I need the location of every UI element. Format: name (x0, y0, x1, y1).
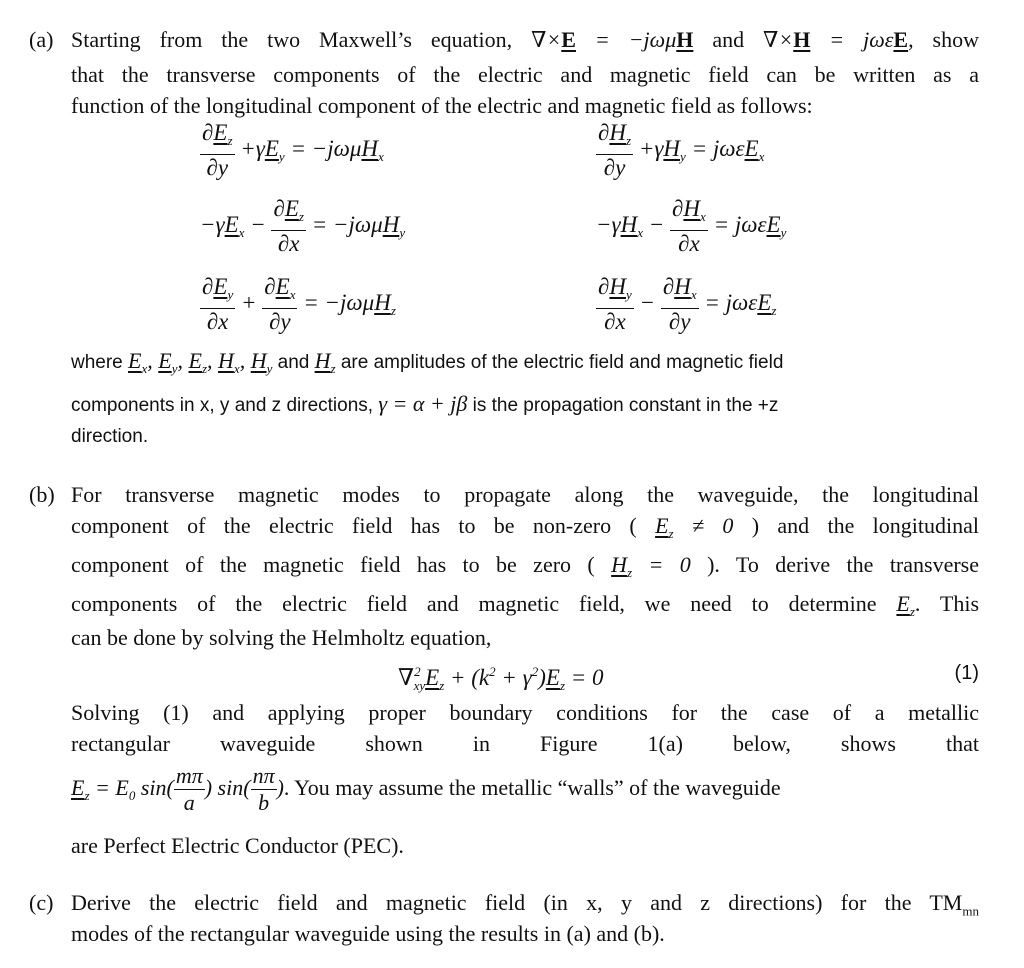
part-c-label: (c) (29, 890, 54, 915)
part-a-where-line3: direction. (71, 426, 149, 447)
part-b-line1: For transverse magnetic modes to propagate along the waveguide, the longitudinal (71, 482, 979, 507)
part-a-intro-line1: Starting from the two Maxwell’s equation, ∇×E = −jωμH and ∇×H = jωεE, show (71, 27, 979, 52)
equation-a5: $-\gamma H_x$ − $\frac{\partial H_x}{\partial x}$ = jωεE$_y$ (596, 196, 787, 256)
part-b-line5: can be done by solving the Helmholtz equation, (71, 625, 492, 650)
part-b-line2: component of the electric field has to be non-zero ( $E_z \ne 0$ ) and the longitudinal (71, 513, 980, 541)
part-b-line7: rectangular waveguide shown in Figure 1(a) below, shows that (71, 731, 979, 756)
equation-a3: $\frac{\partial E_y}{\partial x}$ + $\frac{\partial E_x}{\partial y}$ = −jωμH$_z$ (202, 274, 396, 334)
equation-a4: $\frac{\partial H_z}{\partial y}$ $+\gamma H_y = j\omega\varepsilon E_x$ (598, 120, 765, 180)
part-a-intro-line2: that the transverse components of the electric and magnetic field can be written as a (71, 62, 979, 87)
part-b-line8: $E_z = E_0$ sin( $\frac{m\pi}{a}$ ) sin( $\frac{n\pi}{b}$ ). You may assume the metallic “walls” of the waveguide (71, 763, 781, 816)
equation-a1: $\frac{\partial E_z}{\partial y}$ $+\gamma E_y = -j\omega\mu H_x$ (202, 120, 384, 180)
part-b-line9: are Perfect Electric Conductor (PEC). (71, 833, 404, 858)
part-b-line3: component of the magnetic field has to be zero ( $H_z = 0$ ). To derive the transverse (71, 552, 980, 580)
part-a-label: (a) (29, 27, 54, 52)
part-b-label: (b) (29, 482, 55, 507)
part-a-intro-line3: function of the longitudinal component of the electric and magnetic field as follows: (71, 93, 813, 118)
equation-a2: $-\gamma E_x$ − $\frac{\partial E_z}{\partial x}$ = −jωμH$_y$ (200, 196, 406, 256)
part-c-line1: Derive the electric field and magnetic field (in x, y and z directions) for the $TM_{mn}$ (71, 890, 979, 919)
part-b-line4: components of the electric field and magnetic field, we need to determine $E_z$. This (71, 591, 980, 619)
helmholtz-equation: $\nabla^2_{xy}E_z + (k^2 + \gamma^2)E_z = 0$ (398, 664, 604, 693)
part-a-where-line1: where $E_x$, $E_y$, $E_z$, $H_x$, $H_y$ and $H_z$ are amplitudes of the electric field and magnetic field (71, 348, 784, 376)
part-b-line6: Solving (1) and applying proper boundary conditions for the case of a metallic (71, 700, 979, 725)
equation-number: (1) (954, 662, 979, 684)
part-c-line2: modes of the rectangular waveguide using the results in (a) and (b). (71, 921, 665, 946)
equation-a6: $\frac{\partial H_y}{\partial x}$ − $\frac{\partial H_x}{\partial y}$ = jωεE$_z$ (598, 274, 777, 334)
tm-subscript: mn (962, 903, 979, 919)
part-a-where-line2: components in x, y and z directions, γ = α + jβ is the propagation constant in the +z (71, 391, 779, 416)
